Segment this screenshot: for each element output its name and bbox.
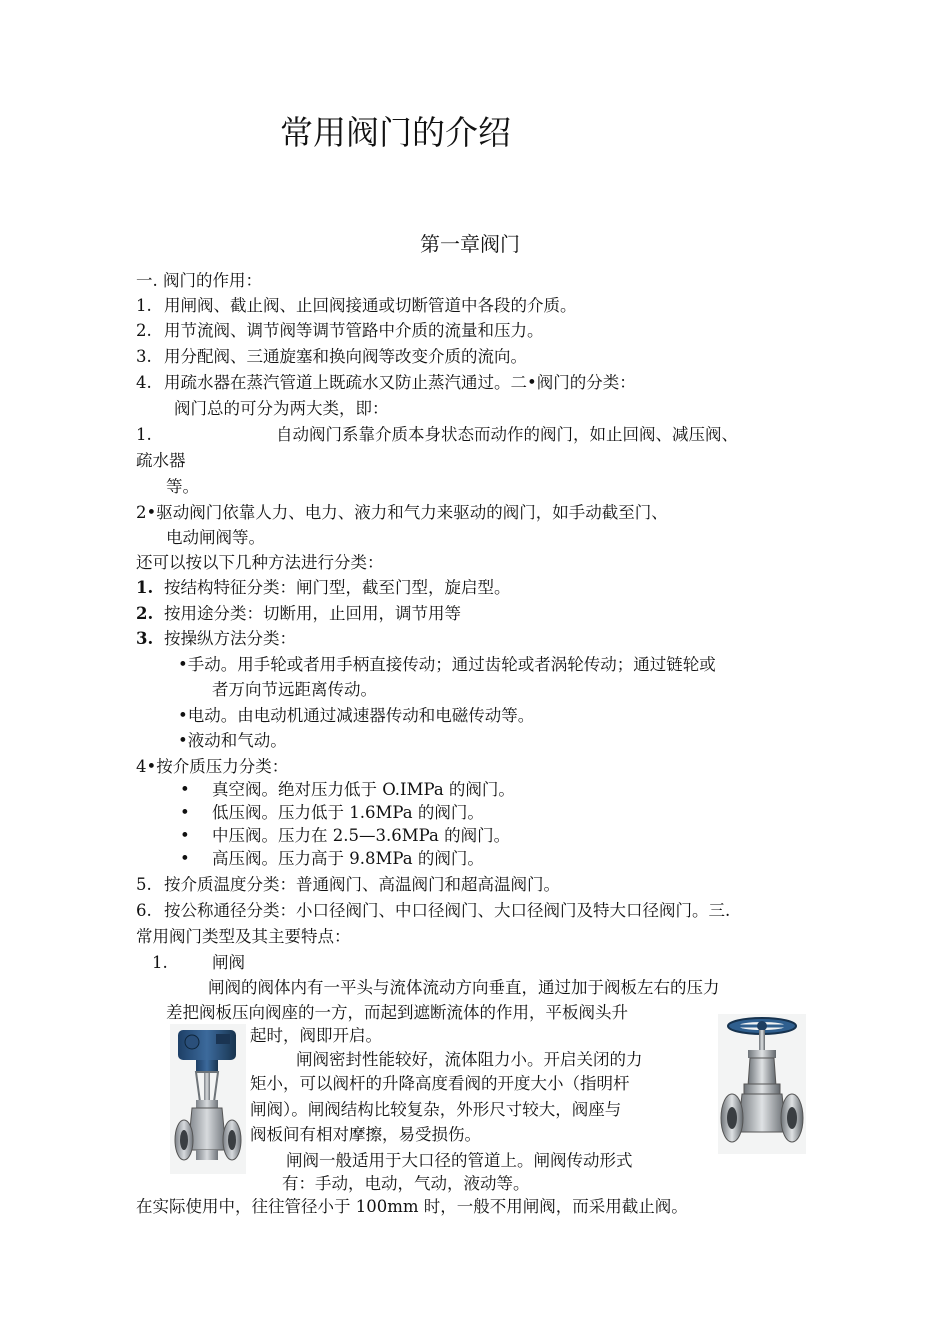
- paragraph-line: 疏水器: [136, 451, 186, 470]
- paragraph-line: 在实际使用中，往往管径小于 100mm 时，一般不用闸阀，而采用截止阀。: [136, 1197, 688, 1216]
- list-item: 2•驱动阀门依靠人力、电力、液力和气力来驱动的阀门，如手动截至门、: [136, 503, 668, 522]
- paragraph-line: 矩小，可以阀杆的升降高度看阀的开度大小（指明杆: [250, 1074, 630, 1093]
- list-number: 2.: [136, 604, 154, 623]
- list-item: 按操纵方法分类：: [164, 629, 296, 648]
- list-number: 5.: [136, 875, 152, 894]
- list-item: 用闸阀、截止阀、止回阀接通或切断管道中各段的介质。: [164, 296, 577, 315]
- list-number: 1.: [136, 296, 152, 315]
- paragraph-line: 电动闸阀等。: [166, 528, 265, 547]
- bullet: •: [180, 803, 190, 822]
- bullet-item: 高压阀。压力高于 9.8MPa 的阀门。: [212, 849, 484, 868]
- electric-gate-valve-image: [170, 1024, 246, 1174]
- paragraph-line: 闸阀）。闸阀结构比较复杂，外形尺寸较大，阀座与: [250, 1100, 622, 1119]
- paragraph-line: 起时，阀即开启。: [250, 1026, 382, 1045]
- paragraph-line: 还可以按以下几种方法进行分类：: [136, 553, 384, 572]
- paragraph-line: 阀板间有相对摩擦，易受损伤。: [250, 1125, 481, 1144]
- paragraph-line: 闸阀密封性能较好，流体阻力小。开启关闭的力: [296, 1050, 643, 1069]
- list-item: 按结构特征分类：闸门型，截至门型，旋启型。: [164, 578, 511, 597]
- list-number: 4.: [136, 373, 152, 392]
- list-item: 用分配阀、三通旋塞和换向阀等改变介质的流向。: [164, 347, 527, 366]
- list-number: 1.: [136, 578, 154, 597]
- page-title: 常用阀门的介绍: [280, 113, 511, 152]
- paragraph-line: 闸阀一般适用于大口径的管道上。闸阀传动形式: [286, 1151, 633, 1170]
- bullet: •: [180, 849, 190, 868]
- list-item: 用节流阀、调节阀等调节管路中介质的流量和压力。: [164, 321, 544, 340]
- sub-item: •液动和气动。: [178, 731, 287, 750]
- paragraph-line: 等。: [166, 477, 199, 496]
- bullet-item: 中压阀。压力在 2.5—3.6MPa 的阀门。: [212, 826, 511, 845]
- sub-item: •电动。由电动机通过减速器传动和电磁传动等。: [178, 706, 535, 725]
- list-item: 闸阀: [212, 953, 245, 972]
- paragraph-line: 常用阀门类型及其主要特点：: [136, 927, 351, 946]
- list-number: 3.: [136, 347, 152, 366]
- bullet-item: 真空阀。绝对压力低于 O.IMPa 的阀门。: [212, 780, 515, 799]
- bullet: •: [180, 780, 190, 799]
- list-item: 自动阀门系靠介质本身状态而动作的阀门，如止回阀、减压阀、: [276, 425, 738, 444]
- list-item: 按公称通径分类：小口径阀门、中口径阀门、大口径阀门及特大口径阀门。三.: [164, 901, 731, 920]
- bullet: •: [180, 826, 190, 845]
- paragraph-line: 差把阀板压向阀座的一方，而起到遮断流体的作用，平板阀头升: [166, 1003, 628, 1022]
- list-number: 1.: [152, 953, 168, 972]
- paragraph-line: 者万向节远距离传动。: [212, 680, 377, 699]
- list-item: 按介质温度分类：普通阀门、高温阀门和超高温阀门。: [164, 875, 560, 894]
- list-number: 1.: [136, 425, 152, 444]
- paragraph-line: 有：手动，电动，气动，液动等。: [282, 1174, 530, 1193]
- list-number: 2.: [136, 321, 152, 340]
- list-item: 按用途分类：切断用，止回用，调节用等: [164, 604, 461, 623]
- list-item: 4•按介质压力分类：: [136, 757, 289, 776]
- list-number: 6.: [136, 901, 152, 920]
- chapter-heading: 第一章阀门: [420, 232, 520, 256]
- list-item: 用疏水器在蒸汽管道上既疏水又防止蒸汽通过。二•阀门的分类：: [164, 373, 636, 392]
- section-heading: 一. 阀门的作用：: [136, 271, 262, 290]
- paragraph-line: 闸阀的阀体内有一平头与流体流动方向垂直，通过加于阀板左右的压力: [208, 978, 720, 997]
- list-number: 3.: [136, 629, 154, 648]
- paragraph-line: 阀门总的可分为两大类，即：: [174, 399, 389, 418]
- manual-gate-valve-image: [718, 1014, 806, 1154]
- bullet-item: 低压阀。压力低于 1.6MPa 的阀门。: [212, 803, 484, 822]
- sub-item: •手动。用手轮或者用手柄直接传动；通过齿轮或者涡轮传动；通过链轮或: [178, 655, 716, 674]
